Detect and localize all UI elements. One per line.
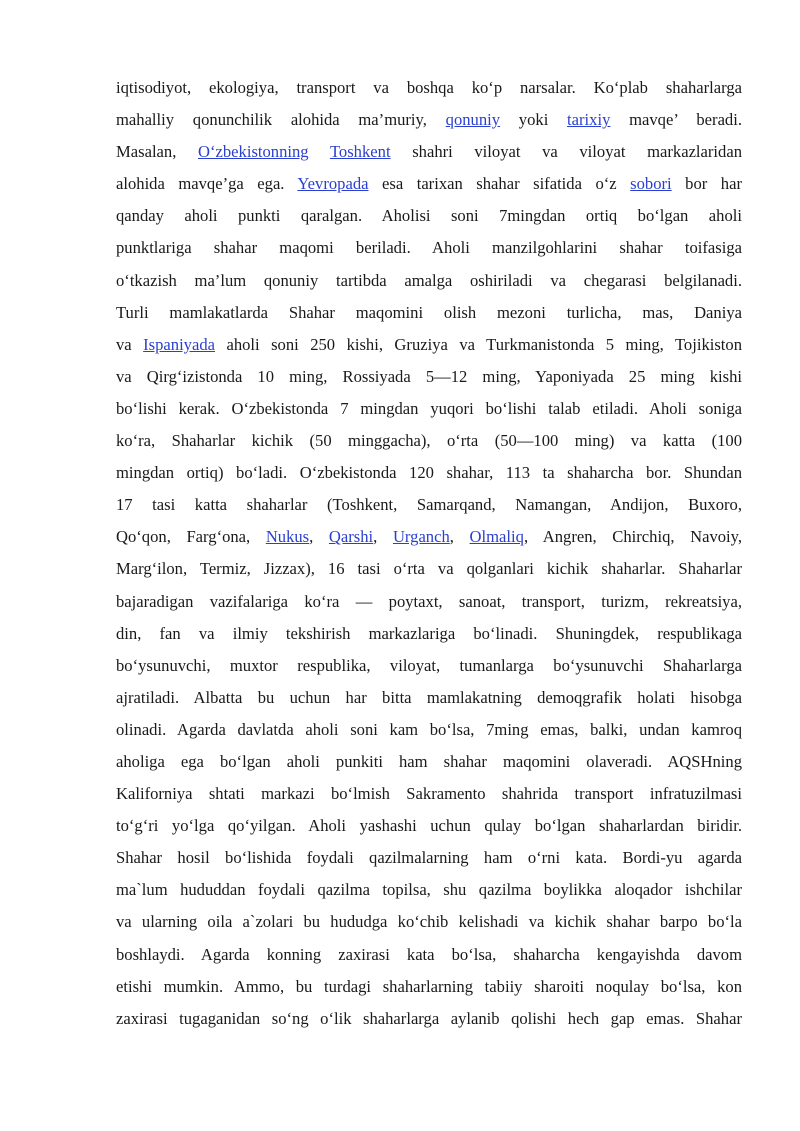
hyperlink[interactable]: Olmaliq [469, 527, 524, 547]
text-line [116, 521, 742, 553]
text-line [116, 682, 742, 714]
text-run: yoki [500, 110, 568, 130]
text-run: ma`lum hududdan foydali qazilma topilsa, shu qazilma boylikka aloqador ishchilar [116, 880, 742, 900]
hyperlink[interactable]: Toshkent [329, 142, 391, 162]
hyperlink[interactable]: Urganch [392, 527, 450, 547]
text-line [116, 874, 742, 906]
text-run: din, fan va ilmiy tekshirish markazlariga bo‘linadi. Shuningdek, respublikaga [116, 623, 742, 643]
text-run: mavqe’ beradi. [610, 110, 742, 130]
text-line [116, 457, 742, 489]
text-line [116, 618, 742, 650]
text-line [116, 778, 742, 810]
text-run: aholi soni 250 kishi, Gruziya va Turkmanistonda 5 ming, Tojikiston [215, 334, 742, 354]
text-line [116, 265, 742, 297]
text-run: , Angren, Chirchiq, Navoiy, [523, 527, 742, 547]
text-run: , [449, 527, 470, 547]
text-line [116, 1003, 742, 1035]
text-run: olinadi. Agarda davlatda aholi soni kam bo‘lsa, 7ming emas, balki, undan kamroq [116, 719, 742, 739]
text-run: bajaradigan vazifalariga ko‘ra — poytaxt, sanoat, transport, turizm, rekreatsiya, [116, 591, 742, 611]
text-run: Shahar hosil bo‘lishida foydali qazilmalarning ham o‘rni kata. Bordi-yu agarda [116, 848, 742, 868]
text-line [116, 72, 742, 104]
text-run: alohida mavqe’ga ega. [116, 174, 298, 194]
text-run: , [309, 527, 329, 547]
text-line [116, 104, 742, 136]
text-line [116, 939, 742, 971]
text-line [116, 168, 742, 200]
text-run: Masalan, [116, 142, 198, 162]
text-run: zaxirasi tugaganidan so‘ng o‘lik shaharlarga aylanib qolishi hech gap emas. Shahar [116, 1008, 742, 1028]
hyperlink[interactable]: O‘zbekistonning [198, 142, 309, 162]
hyperlink[interactable]: Nukus [265, 527, 310, 547]
text-run: qanday aholi punkti qaralgan. Aholisi soni 7mingdan ortiq bo‘lgan aholi [116, 206, 742, 226]
text-run: , [373, 527, 393, 547]
text-run: aholiga ega bo‘lgan aholi punkiti ham shahar maqomini olaveradi. AQSHning [116, 751, 742, 771]
text-run: etishi mumkin. Ammo, bu turdagi shaharlarning tabiiy sharoiti noqulay bo‘lsa, kon [116, 976, 742, 996]
text-run: mahalliy qonunchilik alohida ma’muriy, [116, 110, 446, 130]
text-run: va ularning oila a`zolari bu hududga ko‘chib kelishadi va kichik shahar barpo bo‘la [116, 912, 742, 932]
text-run: Kaliforniya shtati markazi bo‘lmish Sakramento shahrida transport infratuzilmasi [116, 784, 742, 804]
text-line [116, 906, 742, 938]
hyperlink[interactable]: Yevropada [297, 174, 369, 194]
text-line [116, 489, 742, 521]
body-text [116, 72, 742, 1035]
text-run: Turli mamlakatlarda Shahar maqomini olish mezoni turlicha, mas, Daniya [116, 302, 742, 322]
text-line [116, 200, 742, 232]
text-line [116, 361, 742, 393]
text-line [116, 232, 742, 264]
hyperlink[interactable]: Ispaniyada [143, 334, 216, 354]
text-run: boshlaydi. Agarda konning zaxirasi kata bo‘lsa, shaharcha kengayishda davom [116, 944, 742, 964]
text-run: mingdan ortiq) bo‘ladi. O‘zbekistonda 120 shahar, 113 ta shaharcha bor. Shundan [116, 463, 742, 483]
text-line [116, 553, 742, 585]
text-run: va [116, 334, 144, 354]
text-run [309, 142, 330, 161]
text-line [116, 393, 742, 425]
text-run: esa tarixan shahar sifatida o‘z [368, 174, 631, 194]
text-run: punktlariga shahar maqomi beriladi. Aholi manzilgohlarini shahar toifasiga [116, 238, 742, 258]
text-run: shahri viloyat va viloyat markazlaridan [390, 142, 742, 162]
hyperlink[interactable]: sobori [630, 174, 672, 194]
text-run: 17 tasi katta shaharlar (Toshkent, Samarqand, Namangan, Andijon, Buxoro, [116, 495, 742, 515]
text-run: bor har [671, 174, 742, 194]
hyperlink[interactable]: qonuniy [445, 110, 501, 130]
text-run: to‘g‘ri yo‘lga qo‘yilgan. Aholi yashashi uchun qulay bo‘lgan shaharlardan biridir. [116, 816, 742, 836]
text-line [116, 329, 742, 361]
text-line [116, 586, 742, 618]
text-line [116, 650, 742, 682]
hyperlink[interactable]: Qarshi [328, 527, 374, 547]
text-run: Qo‘qon, Farg‘ona, [116, 527, 266, 547]
text-line [116, 746, 742, 778]
text-run: ko‘ra, Shaharlar kichik (50 minggacha), o‘rta (50—100 ming) va katta (100 [116, 431, 742, 451]
text-line [116, 714, 742, 746]
text-line [116, 136, 742, 168]
text-line [116, 842, 742, 874]
text-run: va Qirg‘izistonda 10 ming, Rossiyada 5—12 ming, Yaponiyada 25 ming kishi [116, 366, 742, 386]
text-run: bo‘lishi kerak. O‘zbekistonda 7 mingdan yuqori bo‘lishi talab etiladi. Aholi soniga [116, 398, 742, 418]
text-run: bo‘ysunuvchi, muxtor respublika, viloyat, tumanlarga bo‘ysunuvchi Shaharlarga [116, 655, 742, 675]
text-line [116, 297, 742, 329]
text-line [116, 810, 742, 842]
hyperlink[interactable]: tarixiy [567, 110, 611, 130]
text-run: Marg‘ilon, Termiz, Jizzax), 16 tasi o‘rta va qolganlari kichik shaharlar. Shaharlar [116, 559, 742, 579]
text-line [116, 971, 742, 1003]
text-run: iqtisodiyot, ekologiya, transport va boshqa ko‘p narsalar. Ko‘plab shaharlarga [116, 78, 742, 97]
text-run: o‘tkazish ma’lum qonuniy tartibda amalga oshiriladi va chegarasi belgilanadi. [116, 270, 742, 290]
text-line [116, 425, 742, 457]
text-run: ajratiladi. Albatta bu uchun har bitta mamlakatning demoqgrafik holati hisobga [116, 687, 742, 707]
